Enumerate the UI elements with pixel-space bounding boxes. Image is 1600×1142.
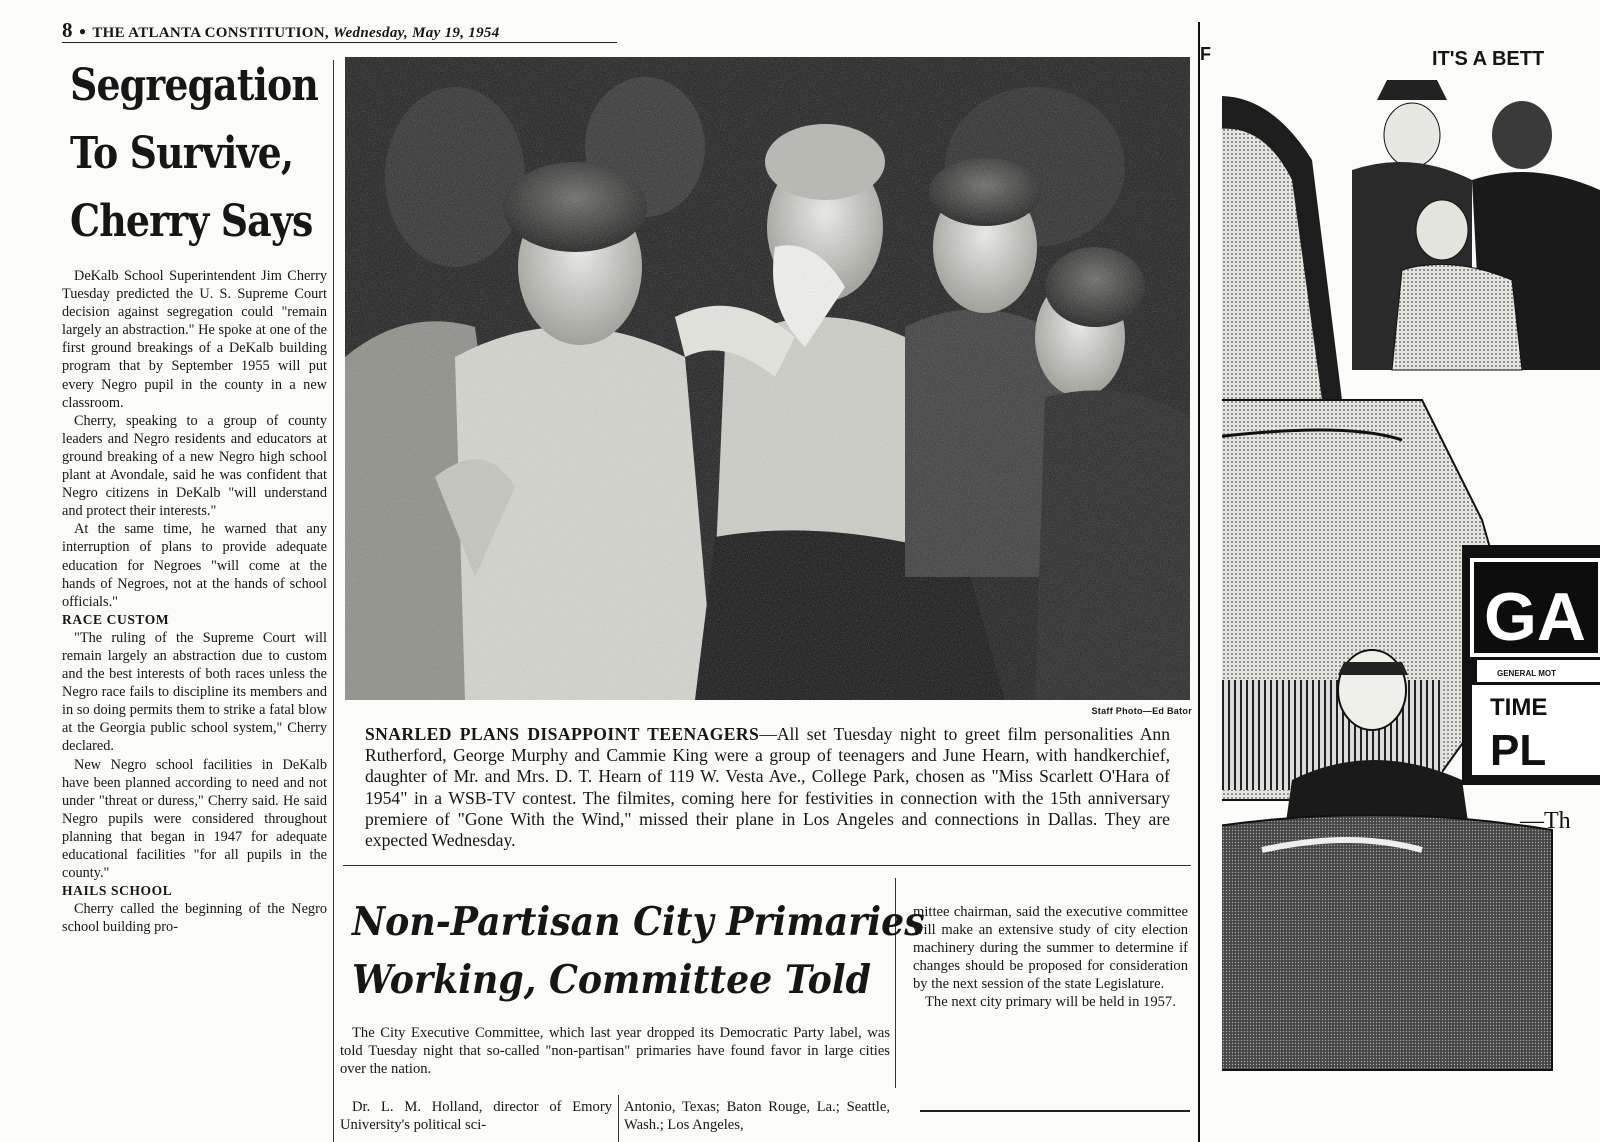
paper-name: THE ATLANTA CONSTITUTION,: [92, 25, 329, 41]
caption-body: —All set Tuesday night to greet film personalities Ann Rutherford, George Murphy and Cammie King were a group of teenagers and June Hearn, with handkerchief, daughter of Mr. and Mrs. D. T. Hearn of 119 W. Vesta Ave., College Park, chosen as "Miss Scarlett O'Hara of 1954" in a WSB-TV contest. The filmites, coming here for festivities in connection with the 15th anniversary premiere of "Gone With the Wind," missed their plane in Los Angeles and connections in Dallas. They are expected Wednesday.: [365, 724, 1170, 851]
photo-image: [345, 57, 1190, 700]
gm-advertisement: [1222, 40, 1600, 1090]
story-paragraph: The City Executive Committee, which last year dropped its Democratic Party label, was told Tuesday night that so-called "non-partisan" primaries have found favor in large cities over the nation.: [340, 1025, 890, 1077]
ad-sign-line3: PL: [1490, 726, 1547, 775]
subhead-race-custom: RACE CUSTOM: [62, 611, 170, 627]
story-paragraph: mittee chairman, said the executive committee will make an extensive study of city election machinery during the summer to determine if changes should be proposed for consideration by the next session of the state Legislature.: [913, 904, 1188, 992]
headline-line: Cherry Says: [70, 196, 313, 247]
photo-caption: [365, 724, 1170, 851]
ad-sign-line2: TIME: [1490, 694, 1548, 721]
teenagers-photo: [345, 57, 1190, 700]
bullet: ●: [78, 24, 87, 38]
headline-line: Segregation: [70, 60, 319, 111]
ad-corner-letter: F: [1200, 44, 1211, 64]
page-number: 8: [62, 18, 73, 42]
ad-dash-text: —Th: [1520, 808, 1571, 834]
story-paragraph: DeKalb School Superintendent Jim Cherry Tuesday predicted the U. S. Supreme Court decision against segregation could "remain largely an abstraction." He spoke at one of the first ground breakings of a DeKalb building program that by September 1955 will put every Negro pupil in the county in a new classroom.: [62, 268, 327, 411]
segregation-headline: [70, 52, 337, 256]
story-paragraph: "The ruling of the Supreme Court will remain largely an abstraction due to custom and the best interests of both races unless the Negro race fails to discipline its members and in so doing permits them to strike a fatal blow at the Georgia public school system," Cherry declared.: [62, 629, 327, 755]
headline-line: To Survive,: [70, 128, 294, 179]
story-paragraph: Antonio, Texas; Baton Rouge, La.; Seattle, Wash.; Los Angeles,: [624, 1099, 890, 1133]
story-paragraph: Cherry, speaking to a group of county leaders and Negro residents and educators at ground breaking of a new Negro high school plant at Avondale, said he was confident that Negro citizens in DeKalb "will understand and protect their interests.": [62, 412, 327, 520]
story-paragraph: Dr. L. M. Holland, director of Emory University's political sci-: [340, 1099, 612, 1133]
masthead: [62, 18, 622, 44]
story-paragraph: The next city primary will be held in 1957.: [925, 994, 1176, 1010]
next-story-rule: [920, 1110, 1190, 1112]
primaries-column-a: [340, 1098, 612, 1142]
masthead-rule: [62, 42, 617, 43]
story2-inner-divider: [618, 1095, 619, 1142]
caption-lead: SNARLED PLANS DISAPPOINT TEENAGERS: [365, 724, 760, 744]
segregation-story-body: [62, 267, 327, 1142]
issue-date: Wednesday, May 19, 1954: [333, 25, 500, 41]
headline-line: Working, Committee Told: [352, 957, 872, 1003]
primaries-intro: [340, 1024, 890, 1078]
ad-tagline: IT'S A BETT: [1432, 48, 1545, 70]
headline-line: Non-Partisan City Primaries: [352, 899, 925, 945]
story-paragraph: New Negro school facilities in DeKalb have been planned according to need and not under "threat or duress," Cherry said. He said Negro pupils were considered throughout planning that began in 1947 for adequate educational facilities "for all pupils in the county.": [62, 756, 327, 882]
story-paragraph: Cherry called the beginning of the Negro school building pro-: [62, 901, 327, 936]
ad-illustration: [1222, 40, 1600, 1090]
primaries-column-b: [624, 1098, 890, 1142]
story-paragraph: At the same time, he warned that any interruption of plans to provide adequate education for Negroes "will come at the hands of Negroes, not at the hands of school officials.": [62, 521, 327, 610]
primaries-column-right: [913, 903, 1188, 1011]
ad-border: [1198, 22, 1200, 1142]
ad-sign-letters: GA: [1484, 579, 1586, 655]
caption-rule: [343, 865, 1191, 866]
subhead-hails-school: HAILS SCHOOL: [62, 883, 173, 899]
photo-credit: Staff Photo—Ed Bator: [1091, 706, 1192, 716]
ad-sign-small: GENERAL MOT: [1497, 669, 1556, 678]
primaries-headline: [352, 893, 925, 1009]
